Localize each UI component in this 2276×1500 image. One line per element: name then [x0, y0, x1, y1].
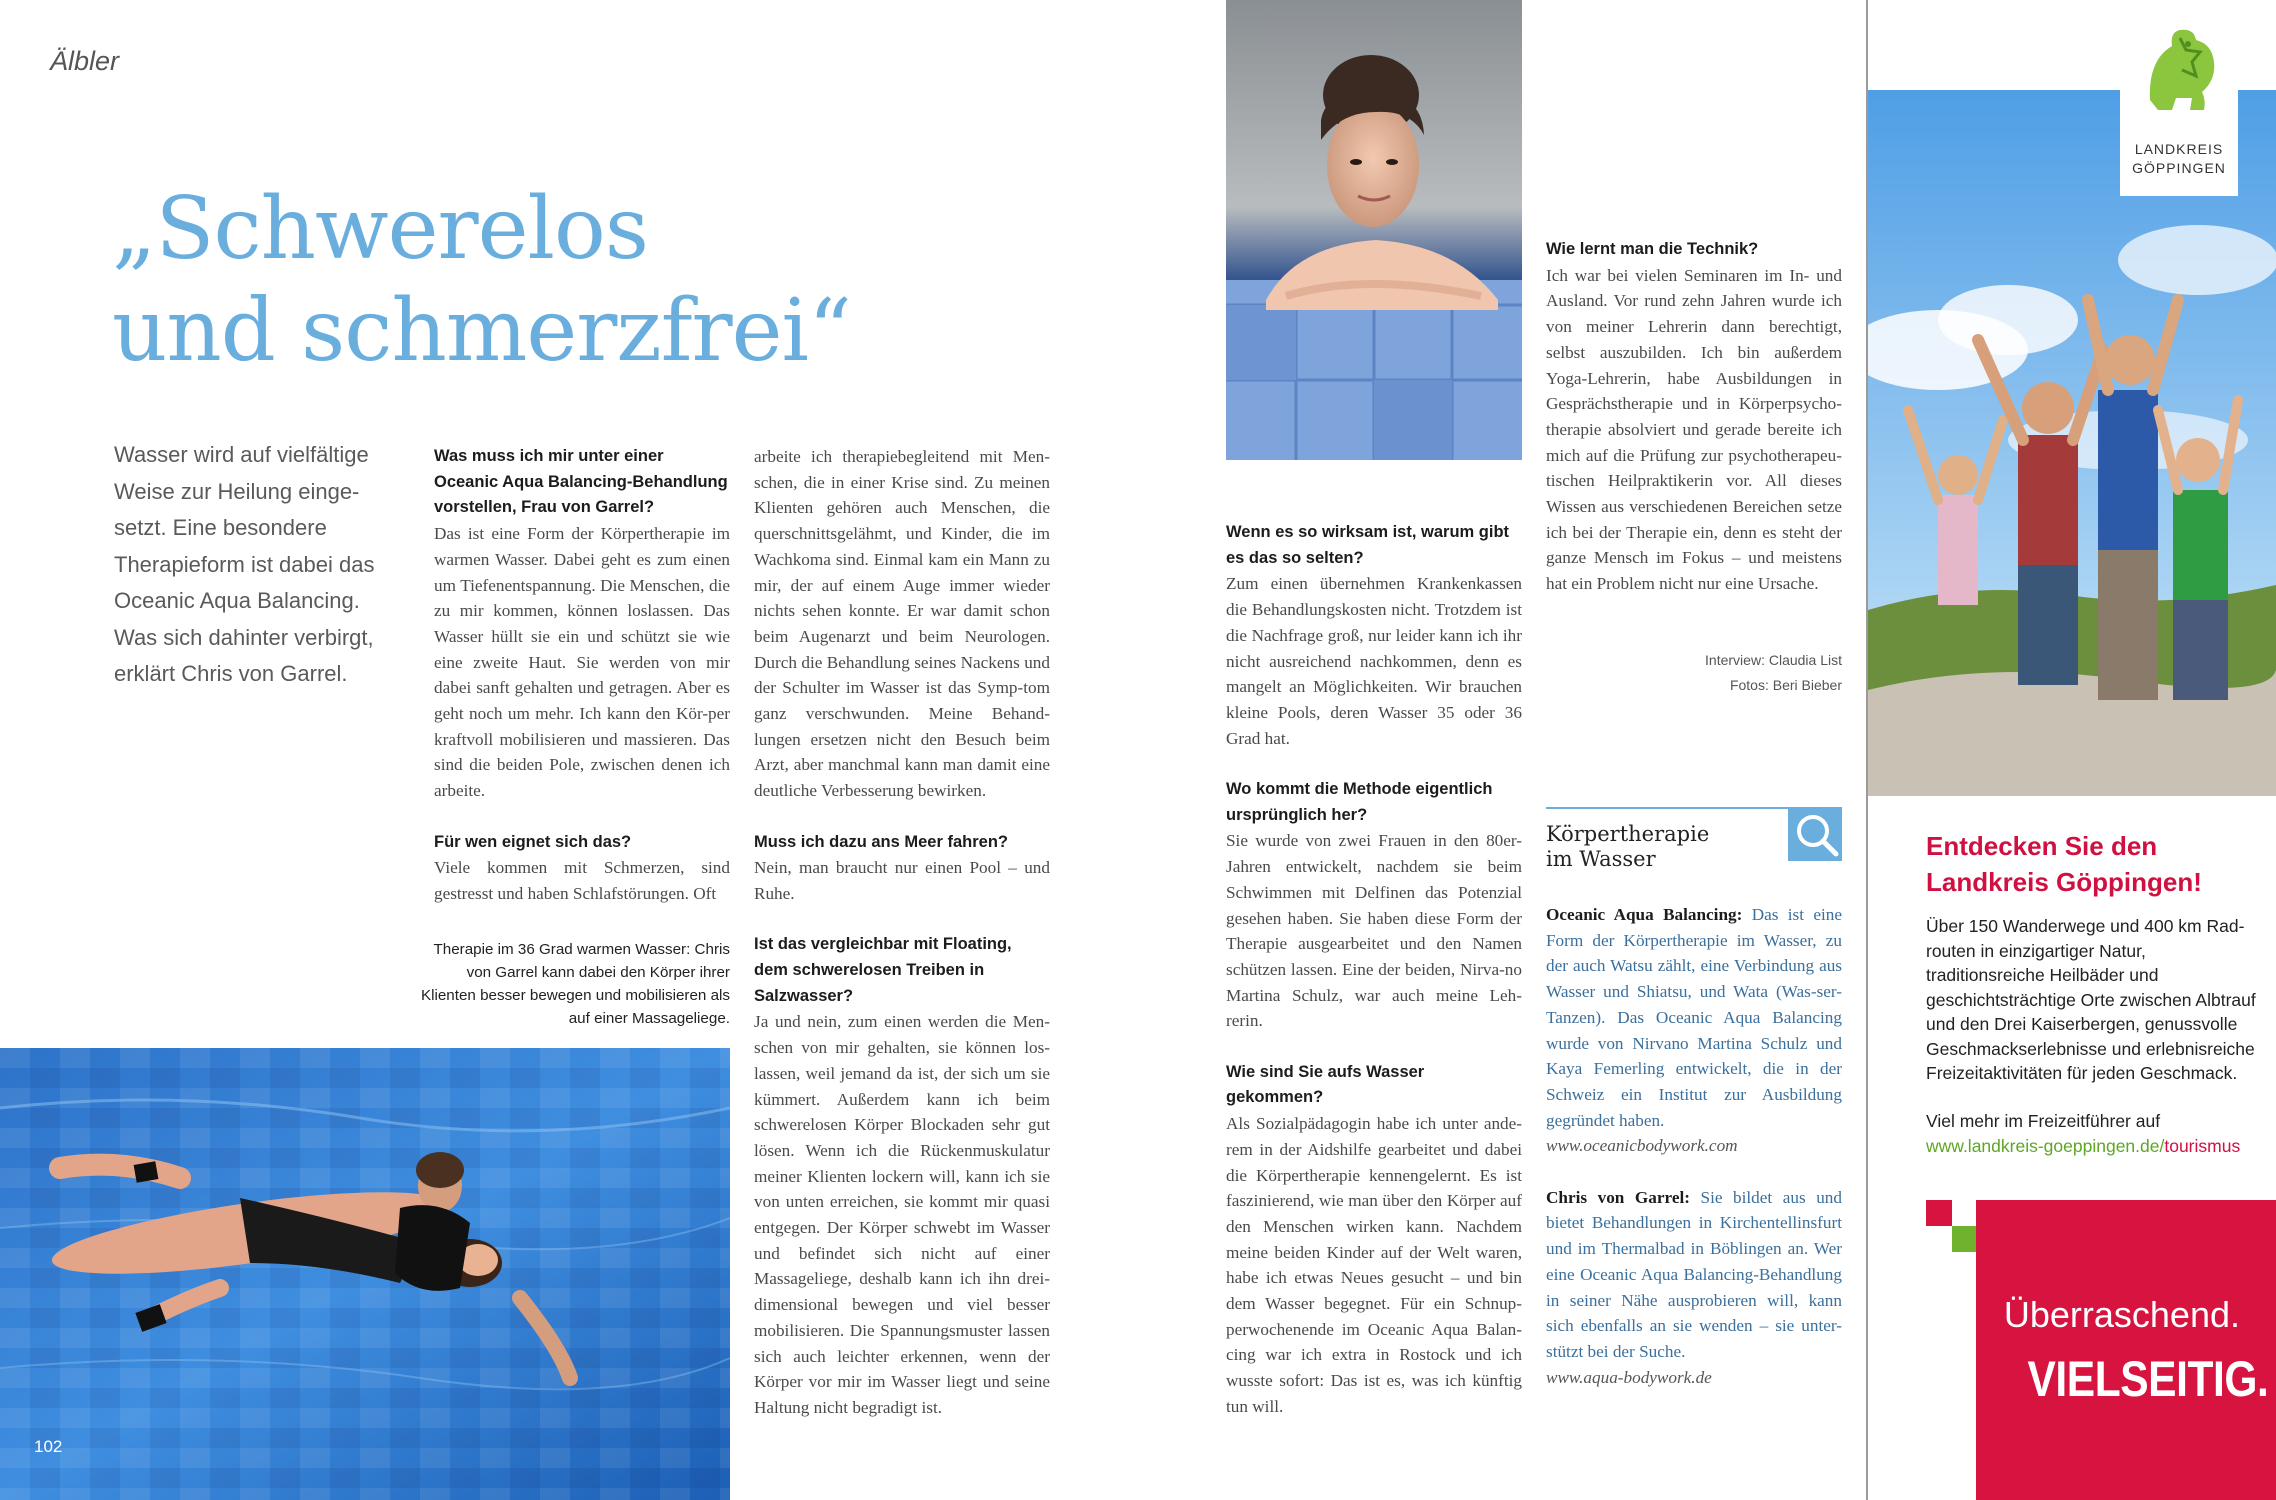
photo-credit: Fotos: Beri Bieber — [1729, 677, 1842, 693]
pool-photo — [0, 1048, 730, 1500]
interview-credit: Interview: Claudia List — [1705, 652, 1842, 668]
qa-block — [1226, 777, 1522, 1034]
ad-link[interactable] — [1926, 1134, 2256, 1159]
question: Was muss ich mir unter einer Oceanic Aqua Balancing-Behandlung vorstellen, Frau von Garrel? — [434, 447, 728, 517]
answer: Als Sozialpädagogin habe ich unter ande-rem in der Aidshilfe gearbeitet und dabei die Körpertherapie kennengelernt. Es ist faszinierend, wie man über den Körper auf den Menschen wirken kann. Nachdem meine beiden Kinder auf der Welt waren, habe ich etwas Neues gesucht – und bin dem Wasser begegnet. Für ein Schnup-perwochenende im Oceanic Aqua Balan-cing war ich extra in Rostock und ich wusste sofort: Das ist es, was ich künftig tun will. — [1226, 1114, 1522, 1416]
infobox-link[interactable]: www.aqua-bodywork.de — [1546, 1367, 1712, 1387]
question: Wie sind Sie aufs Wasser gekommen? — [1226, 1062, 1425, 1107]
ad-heading — [1926, 828, 2256, 900]
qa-block — [754, 830, 1050, 907]
question: Für wen eignet sich das? — [434, 832, 632, 851]
infobox-text: Sie bildet aus und bietet Behandlungen in Kirchentellinsfurt und im Thermalbad in Böblingen an. Wer eine Oceanic Aqua Balancing-Behandlung in seiner Nähe ausprobieren will, kann sich ebenfalls an sie wenden – sie unter-stützt bei der Suche. — [1546, 1187, 1842, 1361]
ad-heading-line-1: Entdecken Sie den — [1926, 831, 2158, 861]
logo-text-line-2: GÖPPINGEN — [2132, 160, 2226, 176]
logo-text — [2120, 140, 2238, 178]
answer: Sie wurde von zwei Frauen in den 80er-Jahren entwickelt, nachdem sie beim Schwimmen mit Delfinen das Potenzial gesehen haben. Sie haben diese Form der Therapie ausgearbeitet und den Namen schützen lassen. Eine der beiden, Nirva-no Martina Schulz, war auch meine Leh-rerin. — [1226, 831, 1522, 1031]
infobox-body — [1546, 902, 1842, 1416]
ad-slogan-2: VIELSEITIG. — [2027, 1351, 2269, 1407]
infobox-entry — [1546, 902, 1842, 1159]
answer: Das ist eine Form der Körpertherapie im warmen Wasser. Dabei geht es zum einen um Tiefenentspannung. Die Menschen, die zu mir kommen, können loslassen. Das Wasser hüllt sie ein und schützt sie wie eine zweite Haut. Sie werden von mir dabei sanft gehalten und getragen. Aber es geht noch um mehr. Ich kann den Kör-per kraftvoll mobilisieren und massieren. Das sind die beiden Pole, zwischen denen ich arbeite. — [434, 524, 730, 801]
lion-emblem-icon — [2120, 0, 2238, 140]
ad-square-green — [1952, 1226, 1976, 1252]
ad-square-red — [1926, 1200, 1952, 1226]
page-number: 102 — [34, 1437, 63, 1456]
portrait-photo — [1226, 0, 1522, 460]
qa-block — [1226, 520, 1522, 751]
answer: Zum einen übernehmen Krankenkassen die Behandlungskosten nicht. Trotzdem ist die Nachfrage groß, nur leider kann ich ihr nicht ausreichend nachkommen, denn es mangelt an Möglichkeiten. Wir brauchen kleine Pools, deren Wasser 35 oder 36 Grad hat. — [1226, 574, 1522, 748]
answer: Ja und nein, zum einen werden die Men-schen von mir gehalten, sie können los-lassen, weil jemand da ist, der sich um sie kümmert. Außerdem kann ich beim schwerelosen Körper Blockaden sehr gut lösen. Wenn ich die Rückenmuskulatur meiner Klienten lockern will, kann ich sie von unten erreichen, sie kommt mir quasi entgegen. Der Körper schwebt im Wasser und befindet sich nicht auf einer Massageliege, deshalb kann ich ihn drei-dimensional bewegen und viel besser mobilisieren. Die Spannungsmuster lassen sich auch leichter erkennen, wenn der Körper vor mir im Wasser liegt und seine Haltung nicht begradigt ist. — [754, 1012, 1050, 1417]
qa-block — [434, 444, 730, 804]
ad-link-domain[interactable]: www.landkreis-goeppingen.de/ — [1926, 1135, 2165, 1156]
ad-body: Über 150 Wanderwege und 400 km Rad-routen in einzigartiger Natur, traditionsreiche Heilbäder und geschichtsträchtige Orte zwischen Albtrauf und den Drei Kaiserbergen, genussvolle Geschmackserlebnisse und erlebnisreiche Freizeitaktivitäten für jeden Geschmack. — [1926, 916, 2256, 1083]
answer: arbeite ich therapiebegleitend mit Men-schen, die in einer Krise sind. Zu meinen Klienten gehören auch Menschen, die querschnittsgelähmt, und Kinder, die im Wachkoma sind. Einmal kam ein Mann zu mir, der auf einem Auge immer wieder nichts sehen konnte. Er war damit schon beim Augenarzt und beim Neurologen. Durch die Behandlung seines Nackens und der Schulter im Wasser ist das Symp-tom ganz verschwunden. Meine Behand-lungen ersetzen nicht den Besuch beim Arzt, aber manchmal kann man damit eine deutliche Verbesserung bewirken. — [754, 447, 1050, 801]
infobox-entry — [1546, 1185, 1842, 1391]
question: Muss ich dazu ans Meer fahren? — [754, 832, 1008, 851]
question: Wenn es so wirksam ist, warum gibt es das so selten? — [1226, 523, 1510, 567]
headline-line-2: und schmerzfrei“ — [112, 281, 852, 381]
qa-block — [1546, 237, 1842, 597]
photo-caption: Therapie im 36 Grad warmen Wasser: Chris von Garrel kann dabei den Körper ihrer Klienten besser bewegen und mobilisieren als auf einer Massageliege. — [420, 941, 730, 1027]
question: Wie lernt man die Technik? — [1546, 240, 1759, 258]
ad-link-path[interactable]: tourismus — [2164, 1135, 2241, 1156]
credits — [1546, 648, 1842, 698]
question: Wo kommt die Methode eigentlich ursprünglich her? — [1226, 780, 1493, 824]
infobox-title — [1546, 822, 1786, 872]
qa-block — [434, 830, 730, 907]
interview-column-4 — [1546, 237, 1842, 623]
ad-more — [1926, 1109, 2256, 1158]
infobox-text: Das ist eine Form der Körpertherapie im Wasser, zu der auch Watsu zählt, eine Verbindung aus Wasser und Shiatsu, und Wata (Was-ser-Tanzen). Das Oceanic Aqua Balancing wurde von Nirvano Martina Schulz und Kaya Femerling entwickelt, die in der Schweiz ein Institut zur Ausbildung gegründet haben. — [1546, 905, 1842, 1130]
infobox-term: Chris von Garrel: — [1546, 1187, 1690, 1207]
infobox-link[interactable]: www.oceanicbodywork.com — [1546, 1136, 1738, 1156]
infobox-title-line-2: im Wasser — [1546, 847, 1656, 871]
infobox-term: Oceanic Aqua Balancing: — [1546, 905, 1743, 924]
search-icon — [1788, 807, 1842, 861]
question: Ist das vergleichbar mit Floating, dem schwerelosen Treiben in Salzwasser? — [754, 935, 1012, 1005]
qa-block — [754, 932, 1050, 1420]
qa-block — [1226, 1060, 1522, 1420]
interview-column-1 — [434, 444, 730, 932]
ad-slogan-1: Überraschend. — [2003, 1294, 2240, 1335]
ad-more-text: Viel mehr im Freizeitführer auf — [1926, 1111, 2161, 1131]
answer: Viele kommen mit Schmerzen, sind gestresst und haben Schlafstörungen. Oft — [434, 858, 730, 903]
answer: Nein, man braucht nur einen Pool – und Ruhe. — [754, 858, 1050, 903]
headline-line-1: „Schwerelos — [112, 179, 648, 279]
interview-column-3 — [1226, 520, 1522, 1445]
logo-text-line-1: LANDKREIS — [2134, 141, 2224, 157]
ad-heading-line-2: Landkreis Göppingen! — [1926, 867, 2202, 897]
infobox-title-line-1: Körpertherapie — [1546, 822, 1710, 846]
section-tag: Älbler — [50, 46, 120, 76]
lead-paragraph: Wasser wird auf vielfältige Weise zur Heilung einge-setzt. Eine besondere Therapieform ist dabei das Oceanic Aqua Balancing. Was sich dahinter verbirgt, erklärt Chris von Garrel. — [114, 442, 375, 686]
headline — [112, 178, 872, 382]
answer: Ich war bei vielen Seminaren im In- und Ausland. Vor rund zehn Jahren wurde ich von meiner Lehrerin dann berechtigt, selbst auszubilden. Ich bin außerdem Yoga-Lehrerin, habe Ausbildungen in Gesprächstherapie und in Körperpsycho-therapie absolviert und gerade bereite ich mich auf die Prüfung zur psychotherapeu-tischen Heilpraktikerin vor. All dieses Wissen aus verschiedenen Bereichen setze ich bei der Therapie ein, denn es steht der ganze Mensch im Fokus – und meistens hat ein Problem nicht nur eine Ursache. — [1546, 265, 1842, 594]
interview-column-2 — [754, 444, 1050, 1446]
